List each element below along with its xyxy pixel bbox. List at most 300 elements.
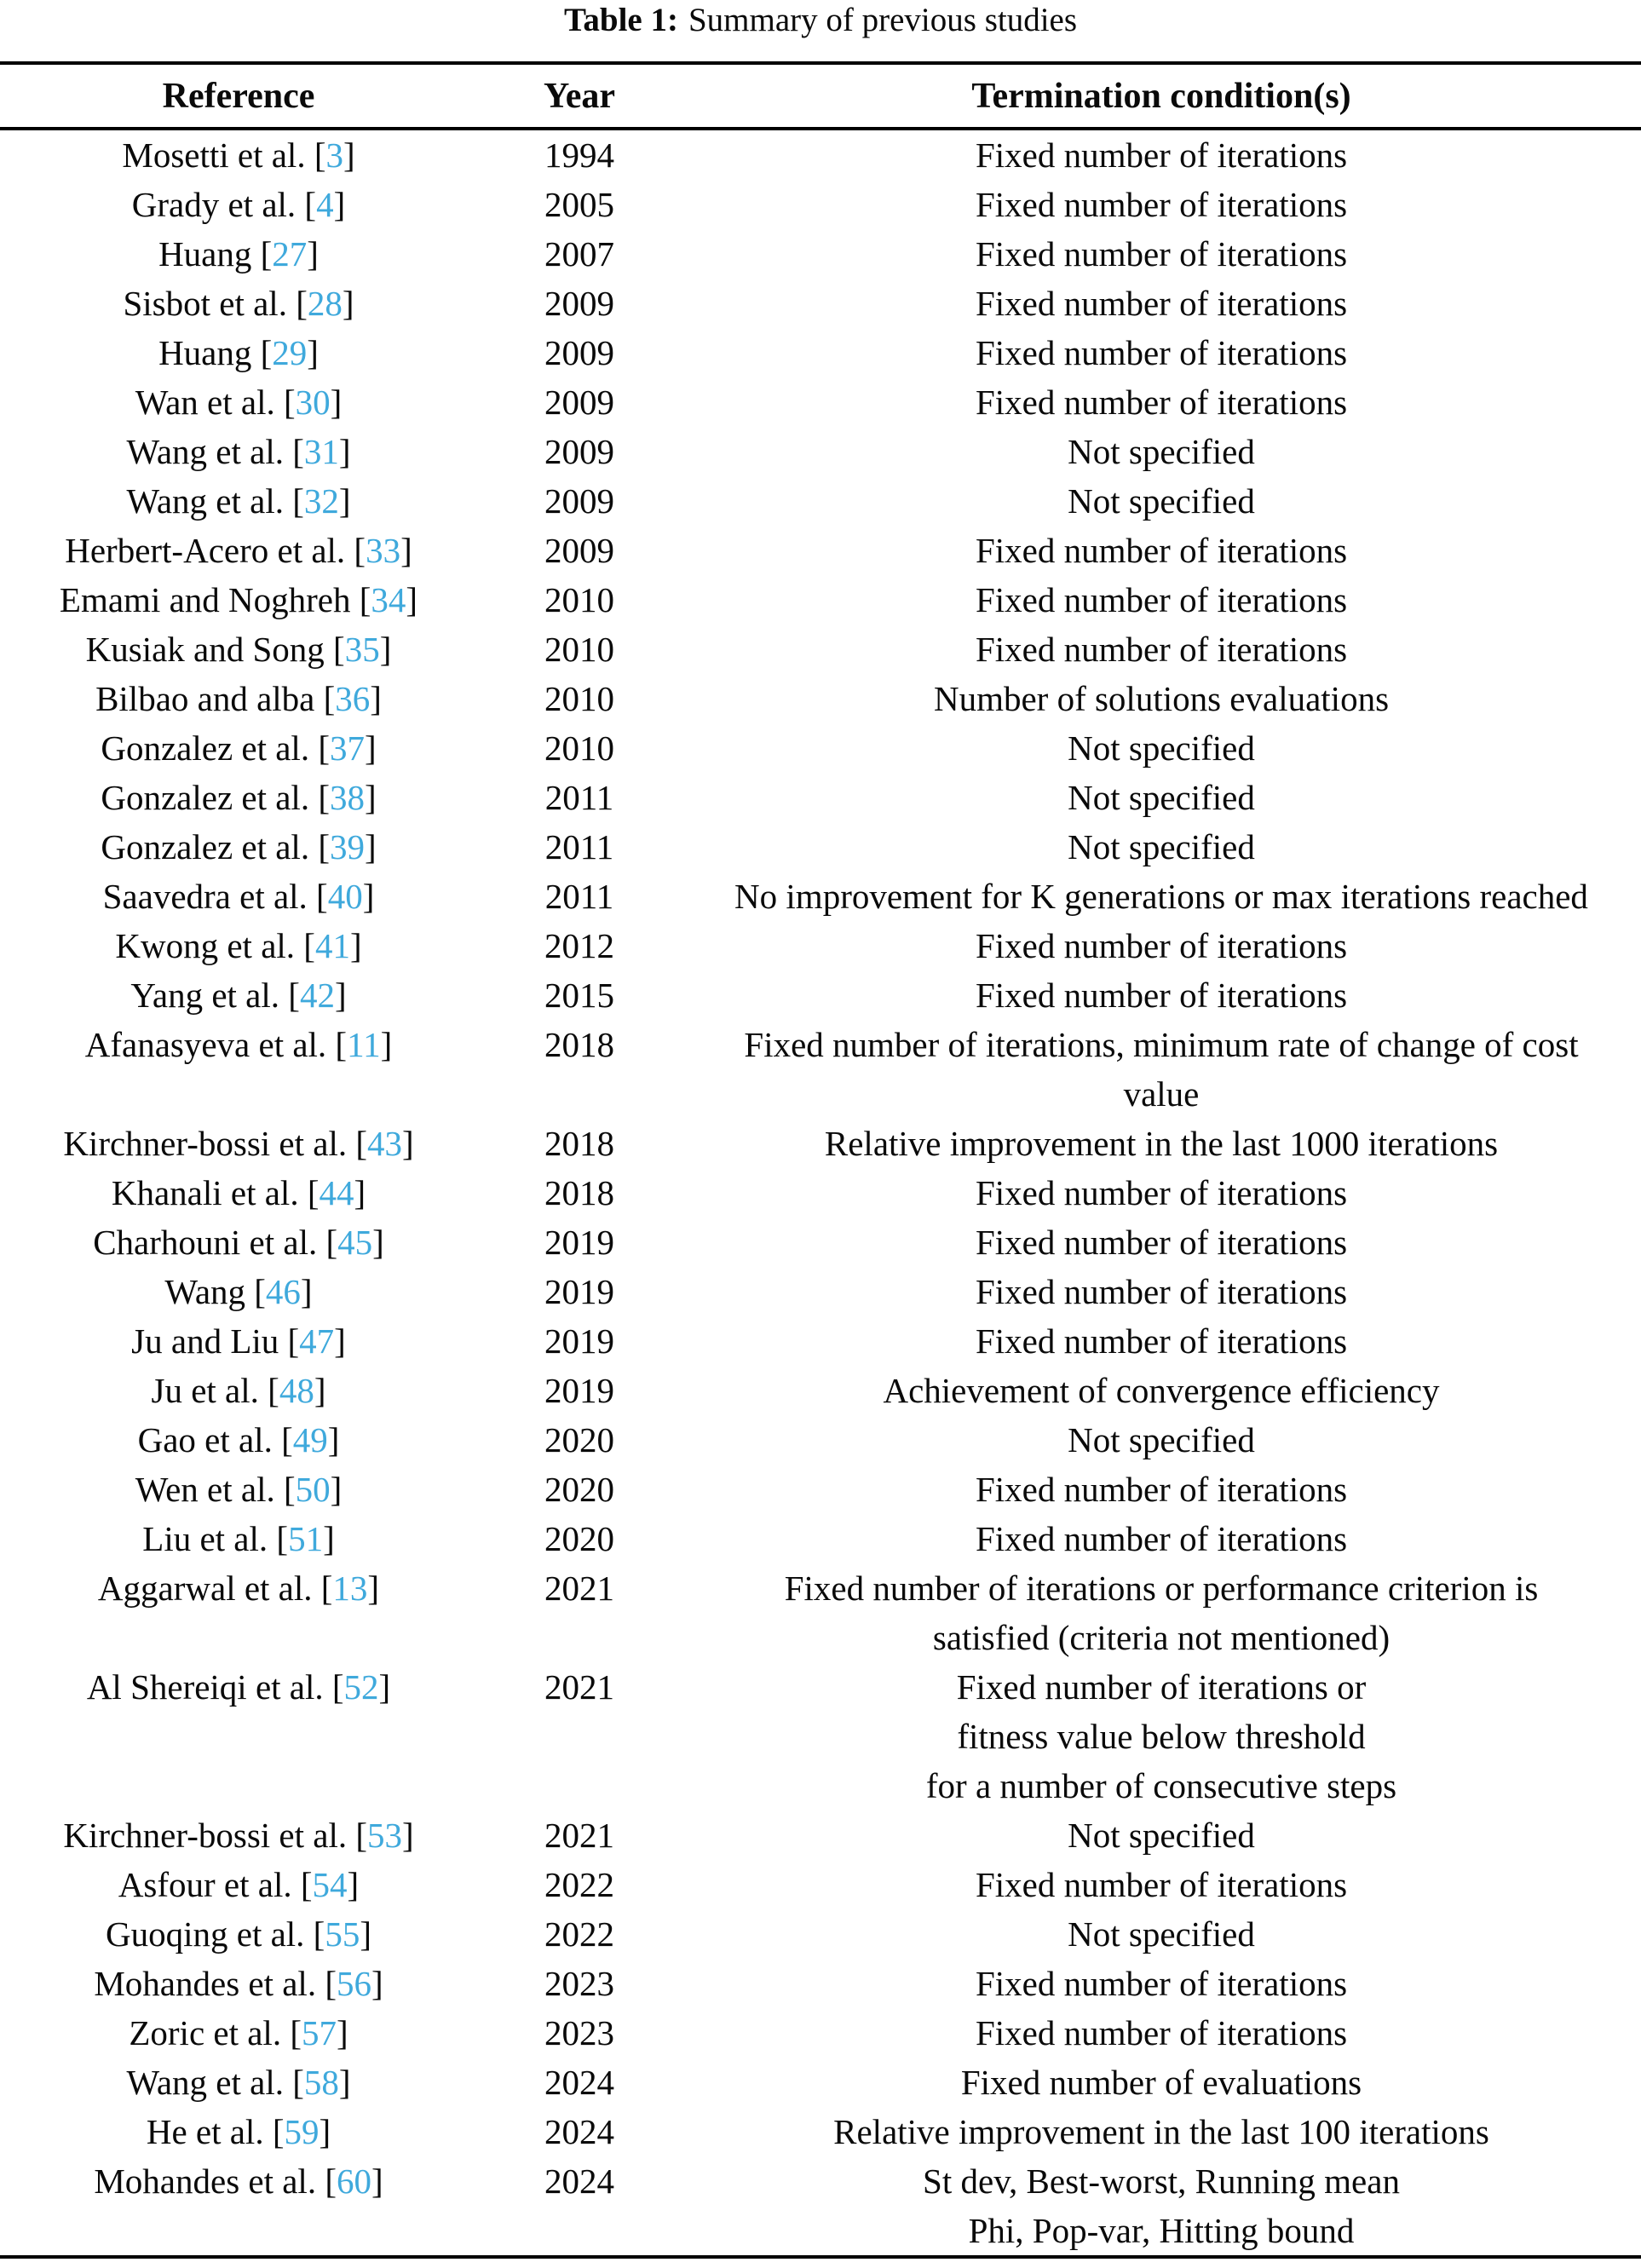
year-cell: 2018 <box>544 1124 614 1163</box>
condition-line: Fixed number of iterations <box>975 1470 1348 1509</box>
reference-cell <box>0 328 477 377</box>
table-row <box>0 921 1641 970</box>
reference-bracket: ] <box>307 234 319 273</box>
condition-line: Fixed number of iterations <box>975 333 1348 372</box>
reference-text: Aggarwal et al. [ <box>97 1569 333 1608</box>
reference-cell <box>0 1909 477 1959</box>
reference-bracket: ] <box>360 1914 371 1954</box>
reference-bracket: ] <box>342 284 354 323</box>
citation-link[interactable]: 47 <box>299 1321 335 1361</box>
condition-cell <box>682 1563 1641 1662</box>
year-cell: 2009 <box>544 383 614 422</box>
column-header-reference: Reference <box>162 76 315 116</box>
citation-link[interactable]: 37 <box>329 728 365 768</box>
condition-cell <box>682 1366 1641 1415</box>
condition-line: Fixed number of iterations <box>975 1223 1348 1262</box>
table-row <box>0 2008 1641 2058</box>
condition-line: Not specified <box>1068 481 1255 521</box>
reference-bracket: ] <box>327 1420 340 1459</box>
citation-link[interactable]: 34 <box>371 580 406 619</box>
table-row <box>0 1563 1641 1662</box>
table-header-row <box>0 65 1641 127</box>
condition-cell <box>682 279 1641 328</box>
year-cell: 2010 <box>544 728 614 768</box>
reference-text: Wang [ <box>164 1272 266 1311</box>
condition-line: Fixed number of iterations <box>975 976 1348 1015</box>
reference-bracket: ] <box>364 778 377 817</box>
reference-text: Gonzalez et al. [ <box>101 827 330 866</box>
citation-link[interactable]: 52 <box>343 1667 379 1707</box>
condition-line: Not specified <box>1068 827 1255 866</box>
reference-text: Mohandes et al. [ <box>94 2162 337 2201</box>
condition-cell <box>682 773 1641 822</box>
reference-text: Kirchner-bossi et al. [ <box>63 1816 367 1855</box>
condition-cell <box>682 872 1641 921</box>
reference-bracket: ] <box>334 976 347 1015</box>
reference-text: Zoric et al. [ <box>129 2013 302 2052</box>
citation-link[interactable]: 58 <box>303 2063 339 2102</box>
table-row <box>0 723 1641 773</box>
year-cell: 2022 <box>544 1865 614 1904</box>
reference-bracket: ] <box>300 1272 313 1311</box>
reference-bracket: ] <box>338 481 351 521</box>
condition-cell <box>682 476 1641 526</box>
year-cell: 2011 <box>544 778 614 817</box>
condition-line: value <box>1123 1074 1200 1114</box>
reference-bracket: ] <box>333 185 346 224</box>
reference-cell <box>0 575 477 625</box>
reference-text: Wang et al. [ <box>126 2063 304 2102</box>
citation-link[interactable]: 49 <box>292 1420 328 1459</box>
citation-link[interactable]: 29 <box>272 333 308 372</box>
condition-cell <box>682 921 1641 970</box>
year-cell: 2007 <box>544 234 614 273</box>
reference-bracket: ] <box>371 2162 383 2201</box>
reference-text: Grady et al. [ <box>131 185 317 224</box>
citation-link[interactable]: 4 <box>316 185 334 224</box>
citation-link[interactable]: 51 <box>288 1519 324 1558</box>
table-row <box>0 2107 1641 2156</box>
reference-cell <box>0 921 477 970</box>
citation-link[interactable]: 44 <box>319 1173 354 1212</box>
reference-cell <box>0 476 477 526</box>
condition-cell <box>682 1020 1641 1119</box>
table-row <box>0 1514 1641 1563</box>
condition-line: Fixed number of iterations <box>975 630 1348 669</box>
reference-bracket: ] <box>372 1223 384 1262</box>
condition-line: Fixed number of iterations or <box>956 1667 1367 1707</box>
reference-text: He et al. [ <box>146 2112 285 2151</box>
table-body <box>0 130 1641 2255</box>
citation-link[interactable]: 35 <box>344 630 380 669</box>
reference-text: Kwong et al. [ <box>115 926 315 965</box>
reference-bracket: ] <box>334 1321 346 1361</box>
reference-text: Sisbot et al. [ <box>123 284 308 323</box>
citation-link[interactable]: 3 <box>325 135 343 175</box>
citation-link[interactable]: 33 <box>366 531 401 570</box>
reference-bracket: ] <box>336 2013 348 2052</box>
condition-line: Fixed number of iterations <box>975 2013 1348 2052</box>
citation-link[interactable]: 54 <box>312 1865 348 1904</box>
reference-bracket: ] <box>338 2063 351 2102</box>
condition-cell <box>682 1662 1641 1810</box>
year-cell: 2018 <box>544 1025 614 1064</box>
citation-link[interactable]: 38 <box>329 778 365 817</box>
reference-text: Wang et al. [ <box>126 432 304 471</box>
reference-text: Gonzalez et al. [ <box>101 728 330 768</box>
condition-line: Fixed number of iterations <box>975 1865 1348 1904</box>
reference-cell <box>0 1168 477 1217</box>
reference-cell <box>0 1465 477 1514</box>
reference-bracket: ] <box>347 1865 360 1904</box>
year-cell: 2023 <box>544 2013 614 2052</box>
year-cell: 2009 <box>544 333 614 372</box>
condition-cell <box>682 328 1641 377</box>
table-row <box>0 674 1641 723</box>
table-row <box>0 872 1641 921</box>
table-row <box>0 1959 1641 2008</box>
table-row <box>0 279 1641 328</box>
condition-line: Fixed number of evaluations <box>960 2063 1362 2102</box>
reference-cell <box>0 1415 477 1465</box>
condition-line: Fixed number of iterations <box>975 1964 1348 2003</box>
condition-cell <box>682 625 1641 674</box>
reference-cell <box>0 130 477 180</box>
condition-cell <box>682 1860 1641 1909</box>
reference-cell <box>0 1662 477 1712</box>
reference-cell <box>0 1959 477 2008</box>
reference-text: Mosetti et al. [ <box>122 135 326 175</box>
year-cell: 2021 <box>544 1569 614 1608</box>
year-cell: 2009 <box>544 531 614 570</box>
condition-line: Fixed number of iterations <box>975 1272 1348 1311</box>
condition-line: Number of solutions evaluations <box>933 679 1390 718</box>
citation-link[interactable]: 45 <box>337 1223 373 1262</box>
condition-cell <box>682 970 1641 1020</box>
reference-bracket: ] <box>323 1519 335 1558</box>
reference-text: Asfour et al. [ <box>118 1865 313 1904</box>
table-row <box>0 1020 1641 1119</box>
year-cell: 2010 <box>544 679 614 718</box>
table-row <box>0 1316 1641 1366</box>
table-row <box>0 1662 1641 1810</box>
reference-text: Kusiak and Song [ <box>85 630 345 669</box>
condition-line: Relative improvement in the last 100 iterations <box>833 2112 1489 2151</box>
year-cell: 2010 <box>544 630 614 669</box>
condition-cell <box>682 2008 1641 2058</box>
reference-cell <box>0 526 477 575</box>
condition-line: Fixed number of iterations, minimum rate of change of cost <box>744 1025 1579 1064</box>
condition-line: Fixed number of iterations <box>975 234 1348 273</box>
citation-link[interactable]: 56 <box>336 1964 371 2003</box>
table-row <box>0 180 1641 229</box>
condition-cell <box>682 1119 1641 1168</box>
reference-bracket: ] <box>370 679 382 718</box>
condition-cell <box>682 1168 1641 1217</box>
condition-line: for a number of consecutive steps <box>925 1766 1397 1805</box>
condition-line: Fixed number of iterations or performance criterion is <box>784 1569 1539 1608</box>
condition-line: Fixed number of iterations <box>975 1519 1348 1558</box>
caption-label: Table 1: <box>563 2 678 38</box>
condition-cell <box>682 723 1641 773</box>
condition-line: Not specified <box>1068 778 1255 817</box>
year-cell: 2020 <box>544 1519 614 1558</box>
citation-link[interactable]: 41 <box>314 926 350 965</box>
condition-line: Not specified <box>1068 432 1255 471</box>
table-row <box>0 1860 1641 1909</box>
reference-cell <box>0 674 477 723</box>
year-cell: 2019 <box>544 1272 614 1311</box>
column-header-year: Year <box>544 76 615 116</box>
reference-cell <box>0 625 477 674</box>
reference-cell <box>0 2058 477 2107</box>
reference-bracket: ] <box>402 1124 414 1163</box>
reference-bracket: ] <box>349 926 362 965</box>
reference-cell <box>0 1119 477 1168</box>
reference-cell <box>0 1217 477 1267</box>
reference-text: Yang et al. [ <box>130 976 300 1015</box>
citation-link[interactable]: 42 <box>299 976 335 1015</box>
table-row <box>0 625 1641 674</box>
table-row <box>0 2058 1641 2107</box>
condition-cell <box>682 1217 1641 1267</box>
reference-text: Ju and Liu [ <box>131 1321 300 1361</box>
reference-cell <box>0 1860 477 1909</box>
reference-cell <box>0 1316 477 1366</box>
year-cell: 2009 <box>544 481 614 521</box>
condition-line: Fixed number of iterations <box>975 1173 1348 1212</box>
reference-cell <box>0 229 477 279</box>
year-cell: 2015 <box>544 976 614 1015</box>
table-row <box>0 1267 1641 1316</box>
condition-line: Fixed number of iterations <box>975 926 1348 965</box>
table-row <box>0 1909 1641 1959</box>
citation-link[interactable]: 36 <box>335 679 371 718</box>
table-row <box>0 1168 1641 1217</box>
year-cell: 1994 <box>544 135 614 175</box>
year-cell: 2012 <box>544 926 614 965</box>
citation-link[interactable]: 43 <box>367 1124 402 1163</box>
reference-text: Mohandes et al. [ <box>94 1964 337 2003</box>
table-row <box>0 476 1641 526</box>
reference-bracket: ] <box>354 1173 366 1212</box>
reference-text: Huang [ <box>158 234 273 273</box>
citation-link[interactable]: 27 <box>272 234 308 273</box>
reference-text: Charhouni et al. [ <box>93 1223 338 1262</box>
reference-bracket: ] <box>406 580 418 619</box>
citation-link[interactable]: 39 <box>329 827 365 866</box>
condition-line: No improvement for K generations or max iterations reached <box>734 877 1588 916</box>
condition-line: Fixed number of iterations <box>975 531 1348 570</box>
reference-text: Afanasyeva et al. [ <box>84 1025 348 1064</box>
reference-cell <box>0 1514 477 1563</box>
reference-text: Wan et al. [ <box>135 383 296 422</box>
reference-cell <box>0 723 477 773</box>
table-row <box>0 1366 1641 1415</box>
condition-line: Phi, Pop-var, Hitting bound <box>968 2211 1355 2250</box>
reference-text: Ju et al. [ <box>151 1371 279 1410</box>
year-cell: 2009 <box>544 432 614 471</box>
condition-line: Not specified <box>1068 1816 1255 1855</box>
reference-bracket: ] <box>343 135 355 175</box>
reference-text: Al Shereiqi et al. [ <box>86 1667 344 1707</box>
year-cell: 2018 <box>544 1173 614 1212</box>
reference-bracket: ] <box>402 1816 414 1855</box>
year-cell: 2011 <box>544 827 614 866</box>
year-cell: 2009 <box>544 284 614 323</box>
table-row <box>0 2156 1641 2255</box>
citation-link[interactable]: 55 <box>325 1914 360 1954</box>
condition-line: Achievement of convergence efficiency <box>883 1371 1440 1410</box>
reference-text: Saavedra et al. [ <box>102 877 328 916</box>
year-cell: 2011 <box>544 877 614 916</box>
reference-text: Gonzalez et al. [ <box>101 778 330 817</box>
condition-line: Not specified <box>1068 1914 1255 1954</box>
reference-cell <box>0 1020 477 1069</box>
condition-cell <box>682 2156 1641 2255</box>
year-cell: 2024 <box>544 2112 614 2151</box>
table-row <box>0 1465 1641 1514</box>
citation-link[interactable]: 59 <box>284 2112 320 2151</box>
reference-cell <box>0 279 477 328</box>
year-cell: 2021 <box>544 1816 614 1855</box>
condition-cell <box>682 822 1641 872</box>
year-cell: 2022 <box>544 1914 614 1954</box>
table-row <box>0 1217 1641 1267</box>
year-cell: 2021 <box>544 1667 614 1707</box>
citation-link[interactable]: 11 <box>347 1025 381 1064</box>
condition-line: Not specified <box>1068 1420 1255 1459</box>
table-row <box>0 526 1641 575</box>
condition-cell <box>682 1465 1641 1514</box>
reference-bracket: ] <box>319 2112 331 2151</box>
year-cell: 2019 <box>544 1321 614 1361</box>
condition-cell <box>682 1909 1641 1959</box>
reference-bracket: ] <box>314 1371 326 1410</box>
year-cell: 2019 <box>544 1371 614 1410</box>
reference-text: Khanali et al. [ <box>111 1173 320 1212</box>
table-row <box>0 328 1641 377</box>
citation-link[interactable]: 60 <box>336 2162 371 2201</box>
reference-bracket: ] <box>364 827 377 866</box>
condition-line: St dev, Best-worst, Running mean <box>923 2162 1400 2201</box>
condition-cell <box>682 1267 1641 1316</box>
table-row <box>0 773 1641 822</box>
year-cell: 2019 <box>544 1223 614 1262</box>
reference-bracket: ] <box>379 630 392 669</box>
citation-link[interactable]: 57 <box>301 2013 337 2052</box>
citation-link[interactable]: 48 <box>279 1371 314 1410</box>
reference-cell <box>0 1366 477 1415</box>
table-row <box>0 822 1641 872</box>
year-cell: 2023 <box>544 1964 614 2003</box>
reference-bracket: ] <box>371 1964 383 2003</box>
condition-line: Not specified <box>1068 728 1255 768</box>
year-cell: 2010 <box>544 580 614 619</box>
condition-line: satisfied (criteria not mentioned) <box>932 1618 1391 1657</box>
table-row <box>0 1810 1641 1860</box>
reference-text: Emami and Noghreh [ <box>59 580 371 619</box>
reference-text: Liu et al. [ <box>142 1519 289 1558</box>
condition-cell <box>682 229 1641 279</box>
table-row <box>0 1119 1641 1168</box>
reference-cell <box>0 1563 477 1613</box>
reference-bracket: ] <box>380 1025 393 1064</box>
condition-line: Fixed number of iterations <box>975 383 1348 422</box>
reference-cell <box>0 2156 477 2206</box>
reference-cell <box>0 822 477 872</box>
table-row <box>0 1415 1641 1465</box>
citation-link[interactable]: 53 <box>367 1816 402 1855</box>
reference-bracket: ] <box>378 1667 391 1707</box>
reference-bracket: ] <box>330 383 343 422</box>
condition-cell <box>682 1316 1641 1366</box>
reference-bracket: ] <box>338 432 351 471</box>
table-bottom-rule <box>0 2255 1641 2259</box>
reference-cell <box>0 1810 477 1860</box>
condition-line: Relative improvement in the last 1000 iterations <box>824 1124 1499 1163</box>
year-cell: 2020 <box>544 1420 614 1459</box>
condition-line: Fixed number of iterations <box>975 1321 1348 1361</box>
citation-link[interactable]: 46 <box>265 1272 301 1311</box>
caption-text: Summary of previous studies <box>688 2 1078 38</box>
condition-line: Fixed number of iterations <box>975 135 1348 175</box>
reference-bracket: ] <box>400 531 412 570</box>
reference-bracket: ] <box>330 1470 343 1509</box>
reference-cell <box>0 2008 477 2058</box>
reference-cell <box>0 377 477 427</box>
citation-link[interactable]: 32 <box>303 481 339 521</box>
table-caption <box>0 0 1641 61</box>
condition-cell <box>682 377 1641 427</box>
citation-link[interactable]: 50 <box>295 1470 331 1509</box>
reference-cell <box>0 427 477 476</box>
condition-line: fitness value below threshold <box>957 1717 1366 1756</box>
condition-cell <box>682 2058 1641 2107</box>
reference-cell <box>0 773 477 822</box>
reference-bracket: ] <box>364 728 377 768</box>
reference-bracket: ] <box>362 877 375 916</box>
condition-cell <box>682 130 1641 180</box>
table-row <box>0 427 1641 476</box>
table-row <box>0 377 1641 427</box>
citation-link[interactable]: 28 <box>307 284 343 323</box>
condition-cell <box>682 1514 1641 1563</box>
citation-link[interactable]: 40 <box>327 877 363 916</box>
column-header-termination-condition: Termination condition(s) <box>971 76 1351 116</box>
reference-text: Kirchner-bossi et al. [ <box>63 1124 367 1163</box>
condition-line: Fixed number of iterations <box>975 185 1348 224</box>
citation-link[interactable]: 31 <box>303 432 339 471</box>
reference-bracket: ] <box>307 333 319 372</box>
condition-cell <box>682 674 1641 723</box>
condition-cell <box>682 427 1641 476</box>
condition-cell <box>682 526 1641 575</box>
reference-text: Wang et al. [ <box>126 481 304 521</box>
citation-link[interactable]: 30 <box>295 383 331 422</box>
reference-cell <box>0 2107 477 2156</box>
condition-cell <box>682 1810 1641 1860</box>
condition-cell <box>682 575 1641 625</box>
reference-text: Herbert-Acero et al. [ <box>65 531 366 570</box>
condition-cell <box>682 180 1641 229</box>
table-row <box>0 229 1641 279</box>
year-cell: 2024 <box>544 2063 614 2102</box>
condition-cell <box>682 2107 1641 2156</box>
citation-link[interactable]: 13 <box>332 1569 368 1608</box>
reference-text: Huang [ <box>158 333 273 372</box>
condition-cell <box>682 1959 1641 2008</box>
